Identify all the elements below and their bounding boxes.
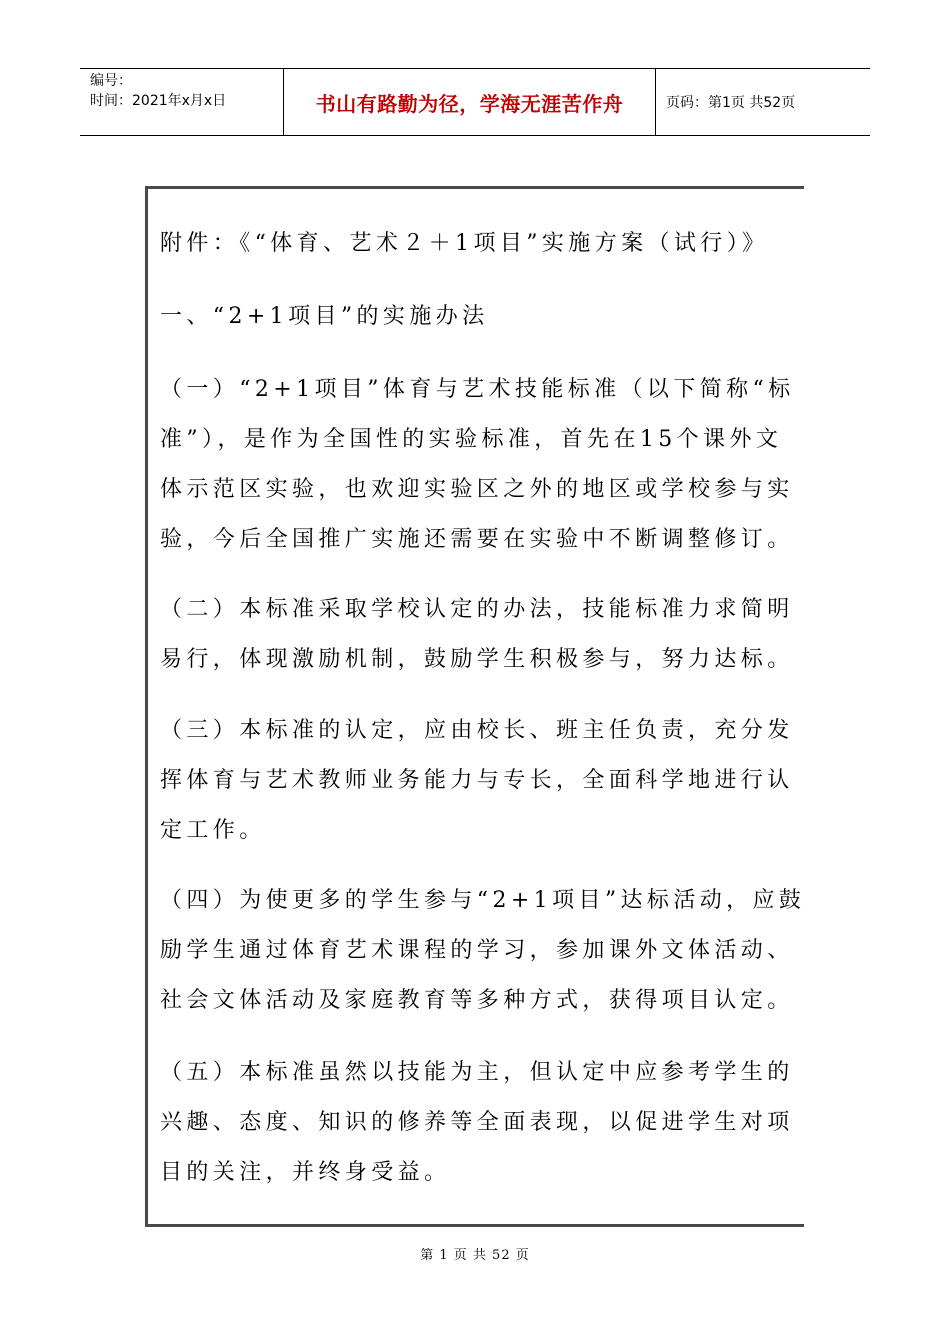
document-number-label: 编号： <box>90 73 132 89</box>
header-page-cell <box>656 69 870 135</box>
paragraph-2 <box>160 585 796 685</box>
paragraph-line: （三）本标准的认定，应由校长、班主任负责，充分发 <box>160 718 794 743</box>
paragraph-line: 体示范区实验，也欢迎实验区之外的地区或学校参与实 <box>160 477 794 502</box>
header-meta-cell <box>80 69 284 135</box>
header-motto-cell <box>284 69 656 135</box>
paragraph-line: 挥体育与艺术教师业务能力与专长，全面科学地进行认 <box>160 768 794 793</box>
attachment-title: 附件：《“体育、艺术２＋1项目”实施方案（试行）》 <box>160 231 769 256</box>
document-date-label: 时间：2021年x月x日 <box>90 93 227 109</box>
paragraph-line: （一）“2+1项目”体育与艺术技能标准（以下简称“标 <box>160 377 795 402</box>
paragraph-5 <box>160 1048 796 1198</box>
paragraph-line: 兴趣、态度、知识的修养等全面表现，以促进学生对项 <box>160 1110 794 1135</box>
paragraph-1 <box>160 365 796 565</box>
paragraph-line: 验，今后全国推广实施还需要在实验中不断调整修订。 <box>160 527 794 552</box>
paragraph-line: 定工作。 <box>160 818 266 843</box>
paragraph-line: （四）为使更多的学生参与“2+1项目”达标活动，应鼓 <box>160 888 806 913</box>
paragraph-line: （二）本标准采取学校认定的办法，技能标准力求简明 <box>160 597 794 622</box>
header-page-info: 页码：第1页 共52页 <box>666 95 796 111</box>
paragraph-3 <box>160 706 796 856</box>
paragraph-4 <box>160 876 806 1026</box>
page-footer <box>0 1244 950 1263</box>
paragraph-line: 准”），是作为全国性的实验标准，首先在15个课外文 <box>160 427 783 452</box>
paragraph-line: 目的关注，并终身受益。 <box>160 1160 451 1185</box>
page-header <box>80 68 870 136</box>
paragraph-line: 易行，体现激励机制，鼓励学生积极参与，努力达标。 <box>160 647 794 672</box>
paragraph-line: 社会文体活动及家庭教育等多种方式，获得项目认定。 <box>160 988 794 1013</box>
paragraph-line: 励学生通过体育艺术课程的学习，参加课外文体活动、 <box>160 938 794 963</box>
header-motto: 书山有路勤为径，学海无涯苦作舟 <box>315 91 624 116</box>
paragraph-line: （五）本标准虽然以技能为主，但认定中应参考学生的 <box>160 1060 794 1085</box>
footer-page-number: 第 1 页 共 52 页 <box>420 1248 530 1263</box>
section-heading: 一、“2+1项目”的实施办法 <box>160 304 489 329</box>
